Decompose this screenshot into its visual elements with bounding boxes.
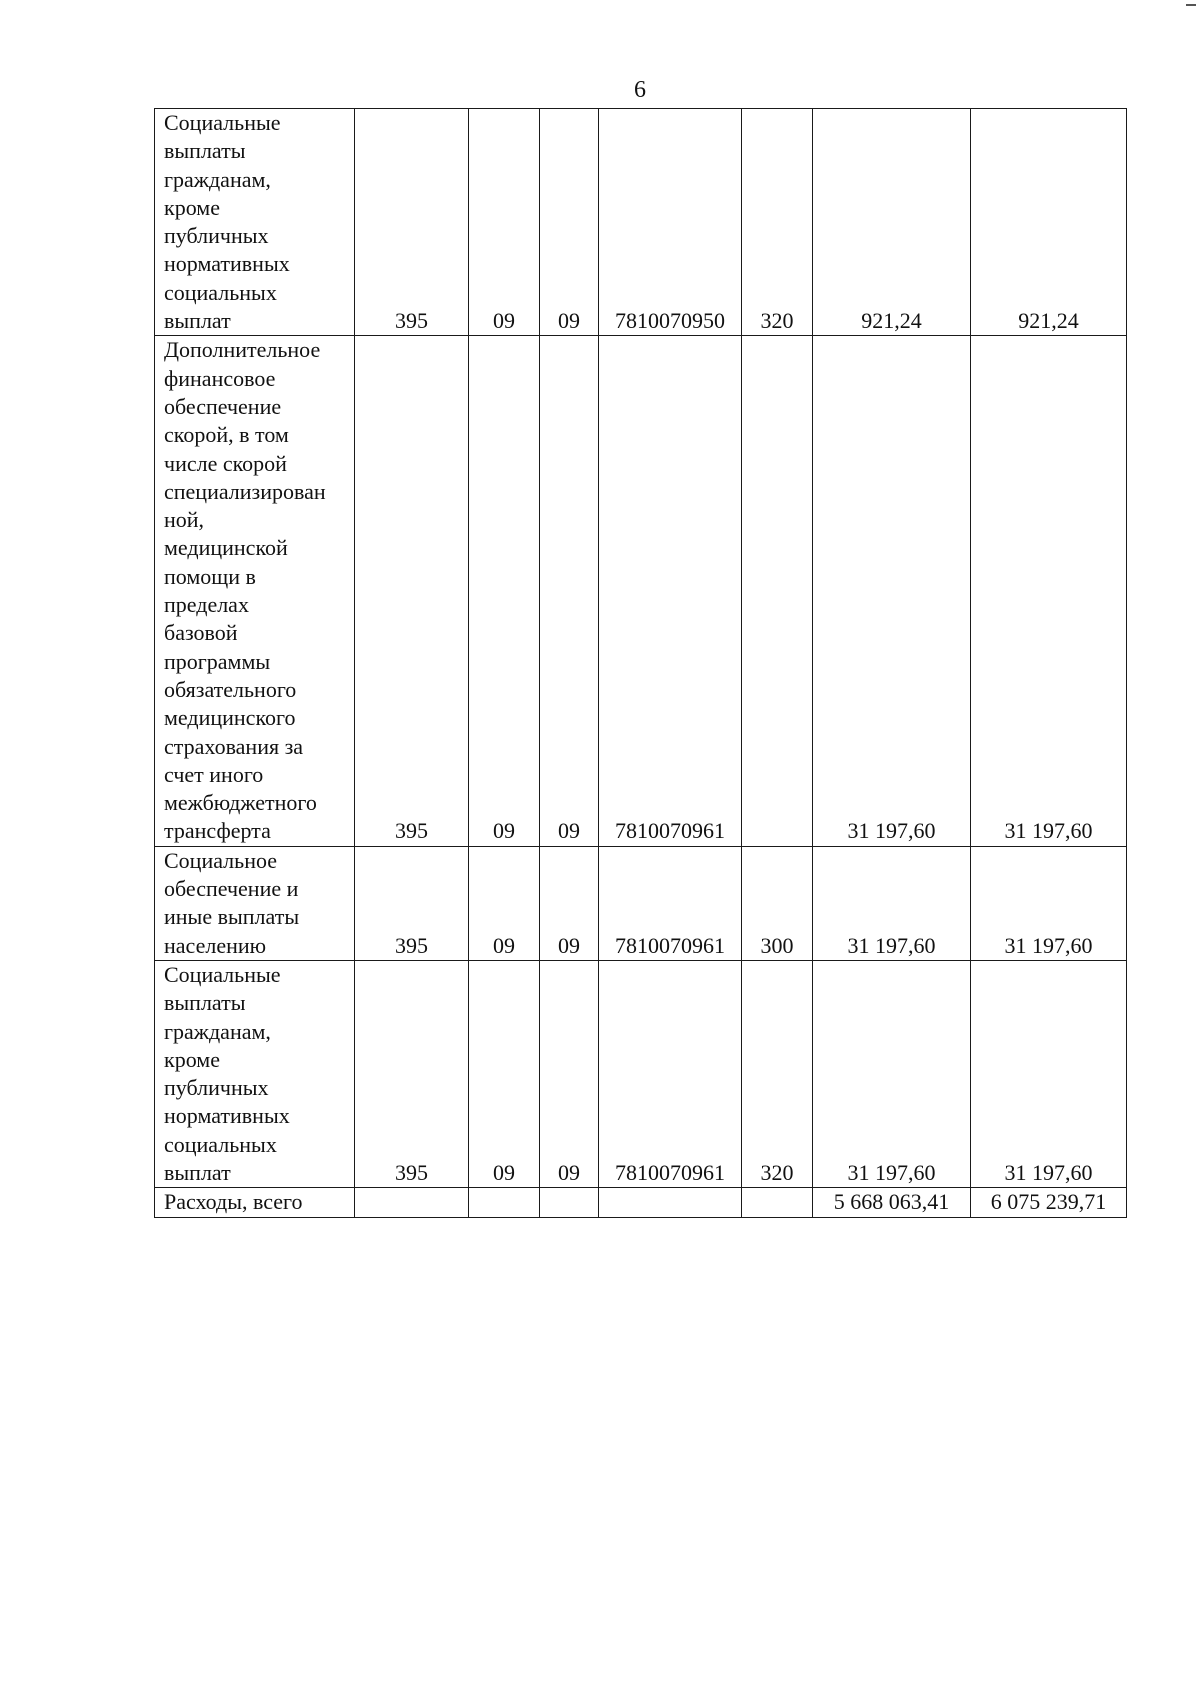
ved-cell: 395: [355, 109, 469, 336]
sum2-cell: 31 197,60: [971, 336, 1127, 846]
row-name-line: гражданам,: [164, 166, 271, 192]
sum1-cell: 31 197,60: [813, 846, 971, 960]
sum2-cell: 31 197,60: [971, 846, 1127, 960]
row-name-line: обязательного: [164, 676, 297, 702]
podrazdel-cell: 09: [540, 336, 599, 846]
row-name-line: счет иного: [164, 761, 264, 787]
table-body: [155, 109, 1127, 1218]
row-name-line: Дополнительное: [164, 337, 321, 363]
row-name-line: специализирован: [164, 478, 326, 504]
total-sum1-cell: 5 668 063,41: [813, 1188, 971, 1217]
sum1-cell: 921,24: [813, 109, 971, 336]
row-name-line: числе скорой: [164, 450, 287, 476]
csr-cell: 7810070950: [599, 109, 742, 336]
csr-cell: 7810070961: [599, 336, 742, 846]
table-row: [155, 846, 1127, 960]
row-name-line: трансферта: [164, 818, 271, 844]
ved-cell: 395: [355, 336, 469, 846]
row-name-line: программы: [164, 648, 271, 674]
row-name-line: нормативных: [164, 1103, 290, 1129]
table-row: [155, 109, 1127, 336]
row-name-line: иные выплаты: [164, 904, 300, 930]
total-label: Расходы, всего: [155, 1188, 355, 1217]
row-name-line: межбюджетного: [164, 790, 317, 816]
empty-cell: [469, 1188, 540, 1217]
row-name-line: ной,: [164, 507, 205, 533]
row-name-line: медицинского: [164, 705, 296, 731]
row-name-cell: [155, 336, 355, 846]
table-row: [155, 336, 1127, 846]
table-row: [155, 960, 1127, 1187]
row-name-line: скорой, в том: [164, 422, 289, 448]
ved-cell: 395: [355, 960, 469, 1187]
row-name-line: кроме: [164, 194, 220, 220]
razdel-cell: 09: [469, 336, 540, 846]
budget-table: [154, 108, 1127, 1218]
row-name-line: обеспечение: [164, 393, 282, 419]
row-name-line: выплаты: [164, 138, 246, 164]
vr-cell: [742, 336, 813, 846]
csr-cell: 7810070961: [599, 846, 742, 960]
row-name-line: кроме: [164, 1046, 220, 1072]
row-name-line: выплат: [164, 308, 231, 334]
row-name-cell: [155, 109, 355, 336]
empty-cell: [599, 1188, 742, 1217]
razdel-cell: 09: [469, 960, 540, 1187]
row-name-line: населению: [164, 932, 267, 958]
row-name-line: базовой: [164, 620, 238, 646]
razdel-cell: 09: [469, 846, 540, 960]
scan-mark: [1186, 4, 1196, 6]
row-name-line: Социальные: [164, 110, 281, 135]
row-name-line: публичных: [164, 223, 269, 249]
row-name-line: социальных: [164, 1131, 277, 1157]
total-sum2-cell: 6 075 239,71: [971, 1188, 1127, 1217]
row-name-line: обеспечение и: [164, 876, 299, 902]
razdel-cell: 09: [469, 109, 540, 336]
row-name-line: гражданам,: [164, 1018, 271, 1044]
empty-cell: [742, 1188, 813, 1217]
ved-cell: 395: [355, 846, 469, 960]
row-name-line: финансовое: [164, 365, 276, 391]
row-name-line: помощи в: [164, 563, 256, 589]
vr-cell: 300: [742, 846, 813, 960]
row-name-line: Социальное: [164, 847, 277, 873]
podrazdel-cell: 09: [540, 109, 599, 336]
empty-cell: [355, 1188, 469, 1217]
podrazdel-cell: 09: [540, 846, 599, 960]
row-name-line: публичных: [164, 1075, 269, 1101]
total-row: [155, 1188, 1127, 1217]
row-name-line: выплат: [164, 1159, 231, 1185]
row-name-cell: [155, 846, 355, 960]
row-name-line: медицинской: [164, 535, 288, 561]
vr-cell: 320: [742, 109, 813, 336]
sum1-cell: 31 197,60: [813, 960, 971, 1187]
vr-cell: 320: [742, 960, 813, 1187]
row-name-line: нормативных: [164, 251, 290, 277]
row-name-line: выплаты: [164, 990, 246, 1016]
sum1-cell: 31 197,60: [813, 336, 971, 846]
row-name-cell: [155, 960, 355, 1187]
csr-cell: 7810070961: [599, 960, 742, 1187]
row-name-line: социальных: [164, 279, 277, 305]
podrazdel-cell: 09: [540, 960, 599, 1187]
page-number: 6: [634, 77, 646, 103]
row-name-line: пределах: [164, 592, 249, 618]
row-name-line: страхования за: [164, 733, 304, 759]
row-name-line: Социальные: [164, 961, 281, 987]
empty-cell: [540, 1188, 599, 1217]
sum2-cell: 31 197,60: [971, 960, 1127, 1187]
sum2-cell: 921,24: [971, 109, 1127, 336]
